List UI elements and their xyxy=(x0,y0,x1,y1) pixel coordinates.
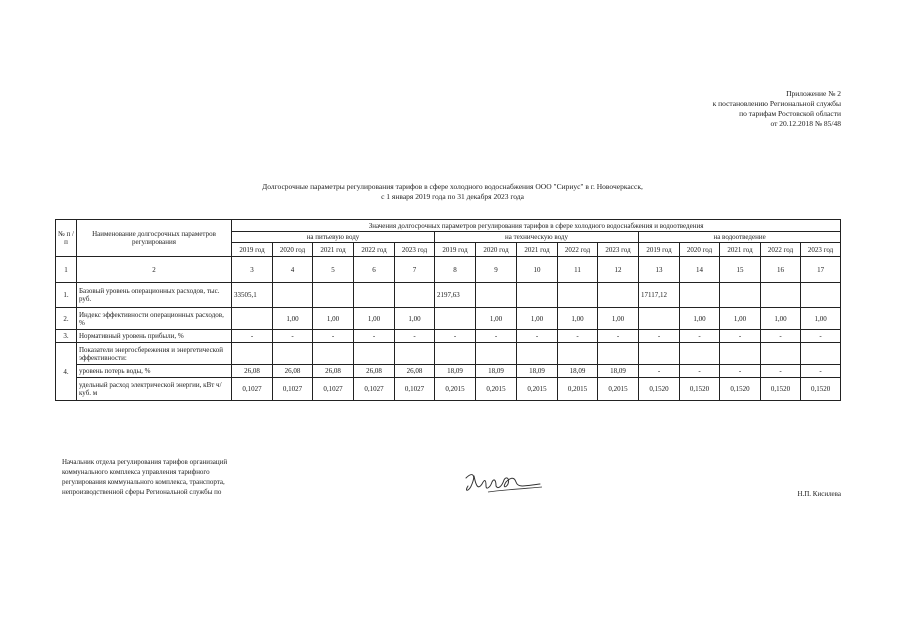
value-cell: 26,08 xyxy=(354,365,395,378)
year-header: 2020 год xyxy=(273,243,313,257)
handwritten-signature xyxy=(458,462,548,507)
year-header: 2021 год xyxy=(517,243,558,257)
column-number: 5 xyxy=(313,257,354,283)
value-cell: 1,00 xyxy=(761,308,801,330)
value-cell xyxy=(435,308,476,330)
value-cell xyxy=(680,283,720,308)
row-parameter-name: Базовый уровень операционных расходов, тыс. руб. xyxy=(77,283,232,308)
year-header: 2020 год xyxy=(680,243,720,257)
column-numbers-row xyxy=(56,257,841,283)
value-cell: 1,00 xyxy=(354,308,395,330)
value-cell: 17117,12 xyxy=(639,283,680,308)
table-row xyxy=(56,330,841,343)
empty-cell xyxy=(476,343,517,365)
value-cell: - xyxy=(273,330,313,343)
column-number: 3 xyxy=(232,257,273,283)
group-technical-water: на техническую воду xyxy=(435,232,639,243)
column-number: 10 xyxy=(517,257,558,283)
empty-cell xyxy=(517,343,558,365)
year-header: 2019 год xyxy=(232,243,273,257)
empty-cell xyxy=(761,343,801,365)
value-cell xyxy=(598,283,639,308)
value-cell: 0,1027 xyxy=(395,378,435,401)
row-parameter-name: Индекс эффективности операционных расходов, % xyxy=(77,308,232,330)
value-cell: 0,1520 xyxy=(639,378,680,401)
value-cell: 1,00 xyxy=(313,308,354,330)
value-cell: 1,00 xyxy=(680,308,720,330)
column-number: 2 xyxy=(77,257,232,283)
table-row xyxy=(56,343,841,365)
column-number: 14 xyxy=(680,257,720,283)
table-row xyxy=(56,378,841,401)
value-cell: 18,09 xyxy=(558,365,598,378)
column-number: 4 xyxy=(273,257,313,283)
year-header: 2022 год xyxy=(761,243,801,257)
value-cell: 0,1027 xyxy=(354,378,395,401)
empty-cell xyxy=(680,343,720,365)
value-cell: 0,2015 xyxy=(558,378,598,401)
value-cell: 26,08 xyxy=(232,365,273,378)
parameters-table xyxy=(55,219,841,401)
value-cell: - xyxy=(761,365,801,378)
value-cell: - xyxy=(720,330,761,343)
empty-cell xyxy=(232,343,273,365)
column-number: 15 xyxy=(720,257,761,283)
value-cell: 18,09 xyxy=(598,365,639,378)
column-number: 7 xyxy=(395,257,435,283)
empty-cell xyxy=(801,343,841,365)
empty-cell xyxy=(313,343,354,365)
header-num: № п /п xyxy=(56,220,77,257)
value-cell: 0,1520 xyxy=(720,378,761,401)
table-row xyxy=(56,283,841,308)
column-number: 1 xyxy=(56,257,77,283)
year-header: 2021 год xyxy=(720,243,761,257)
column-number: 17 xyxy=(801,257,841,283)
value-cell: 1,00 xyxy=(517,308,558,330)
value-cell xyxy=(232,308,273,330)
year-header: 2023 год xyxy=(395,243,435,257)
row-number: 4. xyxy=(56,343,77,401)
value-cell xyxy=(354,283,395,308)
empty-cell xyxy=(395,343,435,365)
value-cell: - xyxy=(680,365,720,378)
value-cell xyxy=(558,283,598,308)
year-header: 2020 год xyxy=(476,243,517,257)
header-values-group: Значения долгосрочных параметров регулирования тарифов в сфере холодного водоснабжения и водоотведения xyxy=(232,220,841,232)
value-cell: 2197,63 xyxy=(435,283,476,308)
column-number: 12 xyxy=(598,257,639,283)
value-cell: 1,00 xyxy=(273,308,313,330)
value-cell: - xyxy=(680,330,720,343)
empty-cell xyxy=(354,343,395,365)
column-number: 6 xyxy=(354,257,395,283)
row-number: 1. xyxy=(56,283,77,308)
signatory-name: Н.П. Кисилева xyxy=(797,490,841,498)
value-cell: 0,2015 xyxy=(476,378,517,401)
empty-cell xyxy=(720,343,761,365)
year-header: 2023 год xyxy=(598,243,639,257)
row-parameter-heading: Показатели энергосбережения и энергетической эффективности: xyxy=(77,343,232,365)
value-cell: 0,1027 xyxy=(313,378,354,401)
value-cell: 0,2015 xyxy=(435,378,476,401)
year-header: 2019 год xyxy=(639,243,680,257)
appendix-line-2: к постановлению Региональной службы xyxy=(712,99,841,108)
value-cell: 1,00 xyxy=(476,308,517,330)
empty-cell xyxy=(598,343,639,365)
value-cell: - xyxy=(232,330,273,343)
value-cell xyxy=(639,308,680,330)
signatory-line-2: коммунального комплекса управления тарифного xyxy=(62,468,210,476)
value-cell: 26,08 xyxy=(313,365,354,378)
appendix-block xyxy=(713,89,841,129)
value-cell: 0,1520 xyxy=(801,378,841,401)
value-cell: 18,09 xyxy=(517,365,558,378)
title-line-2: с 1 января 2019 года по 31 декабря 2023 года xyxy=(381,192,524,201)
value-cell: - xyxy=(801,330,841,343)
value-cell: - xyxy=(639,330,680,343)
document-title xyxy=(0,182,905,202)
title-line-1: Долгосрочные параметры регулирования тарифов в сфере холодного водоснабжения ООО "Сириус" в г. Новочеркасск, xyxy=(262,182,643,191)
value-cell: - xyxy=(395,330,435,343)
signatory-position xyxy=(62,457,227,497)
value-cell xyxy=(476,283,517,308)
signatory-line-3: регулирования коммунального комплекса, транспорта, xyxy=(62,478,225,486)
year-header: 2022 год xyxy=(558,243,598,257)
value-cell: - xyxy=(558,330,598,343)
header-name: Наименование долгосрочных параметров регулирования xyxy=(77,220,232,257)
year-header: 2019 год xyxy=(435,243,476,257)
appendix-line-1: Приложение № 2 xyxy=(786,89,841,98)
value-cell: 0,1027 xyxy=(273,378,313,401)
appendix-line-4: от 20.12.2018 № 85/48 xyxy=(770,119,841,128)
value-cell: 1,00 xyxy=(395,308,435,330)
row-parameter-name: уровень потерь воды, % xyxy=(77,365,232,378)
value-cell: 1,00 xyxy=(801,308,841,330)
year-header: 2023 год xyxy=(801,243,841,257)
appendix-line-3: по тарифам Ростовской области xyxy=(739,109,841,118)
value-cell: 1,00 xyxy=(598,308,639,330)
value-cell: 0,1520 xyxy=(680,378,720,401)
table-row xyxy=(56,365,841,378)
value-cell: 18,09 xyxy=(476,365,517,378)
group-wastewater: на водоотведение xyxy=(639,232,841,243)
value-cell: 1,00 xyxy=(558,308,598,330)
row-parameter-name: удельный расход электрической энергии, кВт ч/куб. м xyxy=(77,378,232,401)
value-cell: 1,00 xyxy=(720,308,761,330)
value-cell: - xyxy=(801,365,841,378)
column-number: 16 xyxy=(761,257,801,283)
value-cell xyxy=(801,283,841,308)
row-number: 2. xyxy=(56,308,77,330)
group-drinking-water: на питьевую воду xyxy=(232,232,435,243)
value-cell: 18,09 xyxy=(435,365,476,378)
value-cell: 33505,1 xyxy=(232,283,273,308)
value-cell xyxy=(517,283,558,308)
value-cell xyxy=(313,283,354,308)
value-cell xyxy=(761,283,801,308)
row-number: 3. xyxy=(56,330,77,343)
value-cell xyxy=(395,283,435,308)
value-cell: - xyxy=(313,330,354,343)
signatory-line-1: Начальник отдела регулирования тарифов организаций xyxy=(62,458,228,466)
value-cell: - xyxy=(354,330,395,343)
value-cell: - xyxy=(435,330,476,343)
signatory-line-4: непроизводственной сферы Региональной службы по xyxy=(62,488,222,496)
value-cell: 0,2015 xyxy=(517,378,558,401)
value-cell: - xyxy=(720,365,761,378)
header-row-1 xyxy=(56,220,841,232)
empty-cell xyxy=(273,343,313,365)
row-parameter-name: Нормативный уровень прибыли, % xyxy=(77,330,232,343)
value-cell: 26,08 xyxy=(395,365,435,378)
empty-cell xyxy=(558,343,598,365)
table-row xyxy=(56,308,841,330)
value-cell: - xyxy=(598,330,639,343)
value-cell: 0,2015 xyxy=(598,378,639,401)
column-number: 8 xyxy=(435,257,476,283)
value-cell: - xyxy=(761,330,801,343)
year-header: 2021 год xyxy=(313,243,354,257)
empty-cell xyxy=(639,343,680,365)
column-number: 11 xyxy=(558,257,598,283)
value-cell: 0,1520 xyxy=(761,378,801,401)
value-cell: 26,08 xyxy=(273,365,313,378)
value-cell: - xyxy=(476,330,517,343)
value-cell xyxy=(720,283,761,308)
empty-cell xyxy=(435,343,476,365)
value-cell: - xyxy=(517,330,558,343)
value-cell: - xyxy=(639,365,680,378)
column-number: 9 xyxy=(476,257,517,283)
column-number: 13 xyxy=(639,257,680,283)
value-cell xyxy=(273,283,313,308)
value-cell: 0,1027 xyxy=(232,378,273,401)
year-header: 2022 год xyxy=(354,243,395,257)
